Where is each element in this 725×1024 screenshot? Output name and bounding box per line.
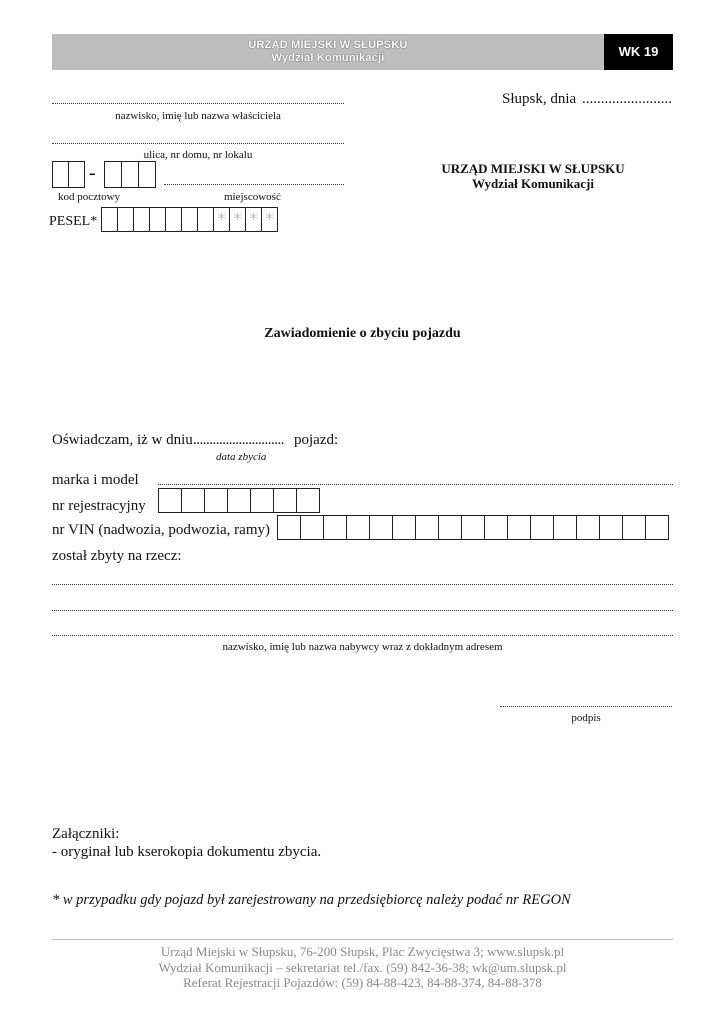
- make-model-field[interactable]: [158, 484, 673, 485]
- pesel-digit-box[interactable]: [197, 207, 214, 232]
- registration-char-box[interactable]: [250, 488, 274, 513]
- vin-char-box[interactable]: [392, 515, 416, 540]
- attachments-item: - oryginał lub kserokopia dokumentu zbycia.: [52, 844, 322, 860]
- city-field[interactable]: [164, 184, 344, 185]
- postal-code-label: kod pocztowy: [58, 191, 121, 203]
- signature-field[interactable]: [500, 706, 672, 707]
- vin-char-box[interactable]: [415, 515, 439, 540]
- document-title: Zawiadomienie o zbyciu pojazdu: [264, 326, 461, 341]
- owner-name-label: nazwisko, imię lub nazwa właściciela: [115, 110, 281, 122]
- pesel-digit-box[interactable]: [181, 207, 198, 232]
- registration-char-box[interactable]: [227, 488, 251, 513]
- form-code-badge: WK 19: [604, 34, 673, 70]
- vin-char-box[interactable]: [576, 515, 600, 540]
- vin-char-box[interactable]: [553, 515, 577, 540]
- footer-divider: [52, 939, 673, 940]
- place-date-label: Słupsk, dnia: [502, 91, 577, 107]
- registration-char-box[interactable]: [158, 488, 182, 513]
- postal-code-digit-box[interactable]: [138, 161, 156, 188]
- registration-char-box[interactable]: [273, 488, 297, 513]
- header-office-name: URZĄD MIEJSKI W SŁUPSKU: [248, 39, 408, 51]
- regon-note: * w przypadku gdy pojazd był zarejestrowany na przedsiębiorcę należy podać nr REGON: [52, 892, 571, 908]
- owner-address-field[interactable]: [52, 143, 344, 144]
- pesel-star-marker: *: [265, 209, 274, 228]
- footer-department-contact: Wydział Komunikacji – sekretariat tel./fax. (59) 842-36-38; wk@um.slupsk.pl: [158, 960, 567, 975]
- make-model-label: marka i model: [52, 472, 139, 488]
- vin-char-box[interactable]: [323, 515, 347, 540]
- vin-label: nr VIN (nadwozia, podwozia, ramy): [52, 522, 270, 538]
- header-banner: [52, 34, 604, 70]
- buyer-line-1[interactable]: [52, 584, 673, 585]
- owner-name-field[interactable]: [52, 103, 344, 104]
- vin-char-box[interactable]: [461, 515, 485, 540]
- signature-label: podpis: [571, 712, 601, 724]
- footer-address: Urząd Miejski w Słupsku, 76-200 Słupsk, Plac Zwycięstwa 3; www.slupsk.pl: [160, 944, 565, 959]
- statement-prefix: Oświadczam, iż w dniu: [52, 432, 193, 448]
- vin-char-box[interactable]: [530, 515, 554, 540]
- pesel-star-marker: *: [249, 209, 258, 228]
- vin-char-box[interactable]: [438, 515, 462, 540]
- vin-char-box[interactable]: [507, 515, 531, 540]
- vin-char-box[interactable]: [369, 515, 393, 540]
- pesel-digit-box[interactable]: [149, 207, 166, 232]
- sold-to-label: został zbyty na rzecz:: [52, 548, 182, 564]
- registration-label: nr rejestracyjny: [52, 498, 146, 514]
- buyer-line-3[interactable]: [52, 635, 673, 636]
- sale-date-field[interactable]: ............................: [193, 432, 284, 448]
- postal-code-digit-box[interactable]: [52, 161, 69, 188]
- pesel-star-marker: *: [217, 209, 226, 228]
- vin-char-box[interactable]: [300, 515, 324, 540]
- postal-code-digit-box[interactable]: [68, 161, 85, 188]
- vin-char-box[interactable]: [599, 515, 623, 540]
- vin-char-box[interactable]: [346, 515, 370, 540]
- vin-char-box[interactable]: [277, 515, 301, 540]
- place-date-field[interactable]: ........................: [582, 91, 672, 107]
- header-department-name: Wydział Komunikacji: [271, 52, 385, 64]
- attachments-heading: Załączniki:: [52, 826, 120, 842]
- vin-char-box[interactable]: [645, 515, 669, 540]
- pesel-label: PESEL*: [49, 214, 98, 229]
- postal-code-digit-box[interactable]: [104, 161, 122, 188]
- pesel-digit-box[interactable]: [101, 207, 118, 232]
- owner-address-label: ulica, nr domu, nr lokalu: [143, 149, 253, 161]
- postal-code-digit-box[interactable]: [121, 161, 139, 188]
- recipient-office: URZĄD MIEJSKI W SŁUPSKU: [441, 161, 625, 176]
- vin-char-box[interactable]: [484, 515, 508, 540]
- pesel-digit-box[interactable]: [133, 207, 150, 232]
- registration-char-box[interactable]: [296, 488, 320, 513]
- sale-date-caption: data zbycia: [216, 451, 267, 463]
- buyer-line-2[interactable]: [52, 610, 673, 611]
- registration-char-box[interactable]: [181, 488, 205, 513]
- registration-char-box[interactable]: [204, 488, 228, 513]
- buyer-caption: nazwisko, imię lub nazwa nabywcy wraz z dokładnym adresem: [222, 641, 503, 653]
- statement-suffix: pojazd:: [294, 432, 339, 448]
- vin-char-box[interactable]: [622, 515, 646, 540]
- city-label: miejscowość: [224, 191, 281, 203]
- footer-registration-contact: Referat Rejestracji Pojazdów: (59) 84-88-423, 84-88-374, 84-88-378: [183, 975, 542, 990]
- recipient-department: Wydział Komunikacji: [472, 176, 594, 191]
- postal-code-dash: -: [89, 162, 96, 184]
- pesel-star-marker: *: [233, 209, 242, 228]
- pesel-digit-box[interactable]: [165, 207, 182, 232]
- pesel-digit-box[interactable]: [117, 207, 134, 232]
